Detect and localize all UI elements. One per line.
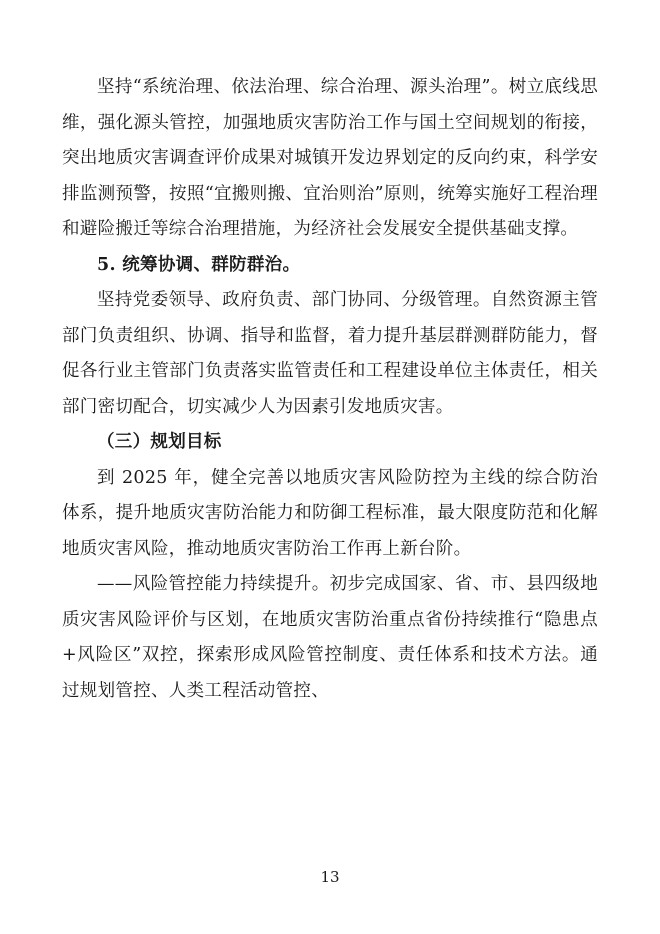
paragraph-3: 到 2025 年，健全完善以地质灾害风险防控为主线的综合防治体系，提升地质灾害防治能力和防御工程标准，最大限度防范和化解地质灾害风险，推动地质灾害防治工作再上新台阶。 — [62, 467, 598, 559]
section-heading-three: （三）规划目标 — [97, 432, 222, 452]
paragraph-2: 坚持党委领导、政府负责、部门协同、分级管理。自然资源主管部门负责组织、协调、指导和监督，着力提升基层群测群防能力，督促各行业主管部门负责落实监管责任和工程建设单位主体责任，相关部门密切配合，切实减少人为因素引发地质灾害。 — [62, 290, 598, 417]
paragraph-1: 坚持“系统治理、依法治理、综合治理、源头治理”。树立底线思维，强化源头管控，加强地质灾害防治工作与国土空间规划的衔接，突出地质灾害调查评价成果对城镇开发边界划定的反向约束，科学安排监测预警，按照“宜搬则搬、宜治则治”原则，统筹实施好工程治理和避险搬迁等综合治理措施，为经济社会发展安全提供基础支撑。 — [62, 77, 598, 239]
paragraph-4: ——风险管控能力持续提升。初步完成国家、省、市、县四级地质灾害风险评价与区划，在地质灾害防治重点省份持续推行“隐患点+风险区”双控，探索形成风险管控制度、责任体系和技术方法。通过规划管控、人类工程活动管控、 — [62, 574, 598, 701]
section-heading-5: 5. 统筹协调、群防群治。 — [97, 254, 301, 275]
page-number: 13 — [320, 868, 340, 886]
